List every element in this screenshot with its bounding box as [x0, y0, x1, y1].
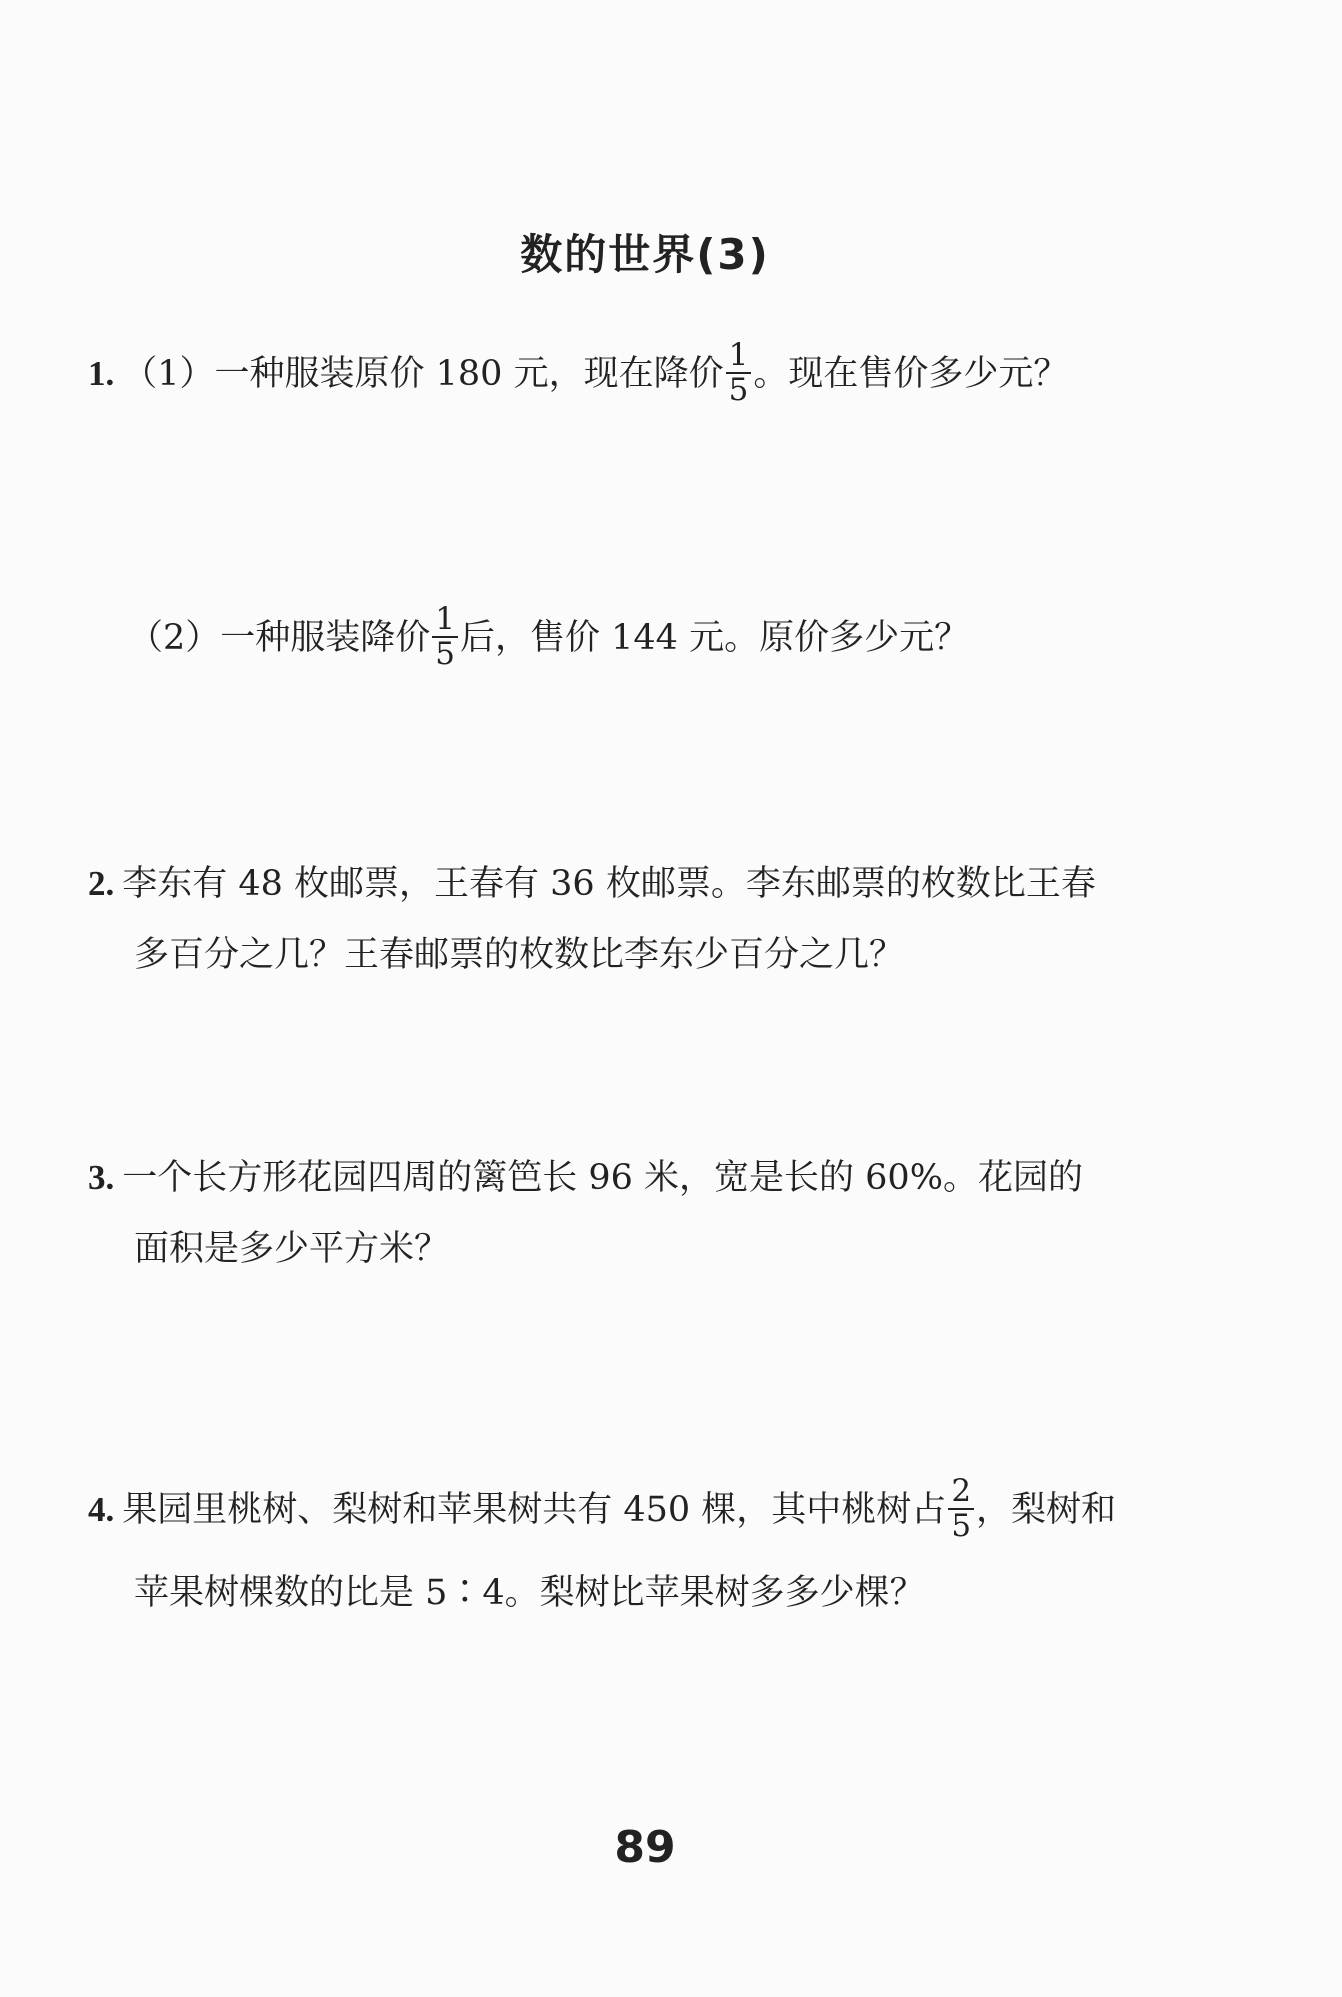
problem-number: 1. — [88, 354, 115, 394]
problem-text: 苹果树棵数的比是 5∶4。梨树比苹果树多多少棵？ — [134, 1573, 925, 1613]
problem-text: 果园里桃树、梨树和苹果树共有 450 棵，其中桃树占 — [122, 1490, 947, 1531]
problem-2-line-2 — [134, 935, 905, 975]
page-title: 数的世界(3) — [520, 230, 770, 279]
fraction-denominator: 5 — [435, 635, 456, 672]
problem-text: ，梨树和 — [976, 1490, 1117, 1531]
fraction — [948, 1475, 974, 1542]
fraction — [726, 339, 752, 406]
problem-text: （1）一种服装原价 180 元，现在降价 — [122, 354, 724, 395]
fraction-numerator: 1 — [432, 603, 458, 638]
problem-number: 3. — [88, 1158, 115, 1197]
fraction-numerator: 1 — [726, 339, 752, 374]
problem-text: 。现在售价多少元？ — [753, 354, 1069, 395]
fraction — [432, 603, 458, 670]
fraction-numerator: 2 — [948, 1475, 974, 1510]
problem-4-line-2 — [134, 1573, 925, 1613]
problem-3-line-1 — [88, 1160, 1083, 1196]
problem-number: 4. — [88, 1490, 115, 1530]
problem-number: 2. — [88, 864, 115, 903]
fraction-denominator: 5 — [951, 1507, 972, 1544]
problem-text: 多百分之几？王春邮票的枚数比李东少百分之几？ — [134, 935, 905, 975]
problem-2-line-1 — [88, 866, 1096, 902]
problem-3-line-2 — [134, 1229, 450, 1269]
problem-text: 一个长方形花园四周的篱笆长 96 米，宽是长的 60%。花园的 — [122, 1158, 1083, 1198]
problem-text: 面积是多少平方米？ — [134, 1229, 450, 1269]
problem-text: （2）一种服装降价 — [128, 618, 431, 659]
problem-text: 李东有 48 枚邮票，王春有 36 枚邮票。李东邮票的枚数比王春 — [122, 864, 1096, 904]
fraction-denominator: 5 — [728, 371, 749, 408]
page-number: 89 — [614, 1822, 676, 1873]
problem-4-line-1 — [88, 1473, 1117, 1545]
problem-1-part-2 — [128, 601, 970, 673]
problem-1-part-1 — [88, 337, 1069, 409]
problem-text: 后，售价 144 元。原价多少元？ — [460, 618, 970, 659]
